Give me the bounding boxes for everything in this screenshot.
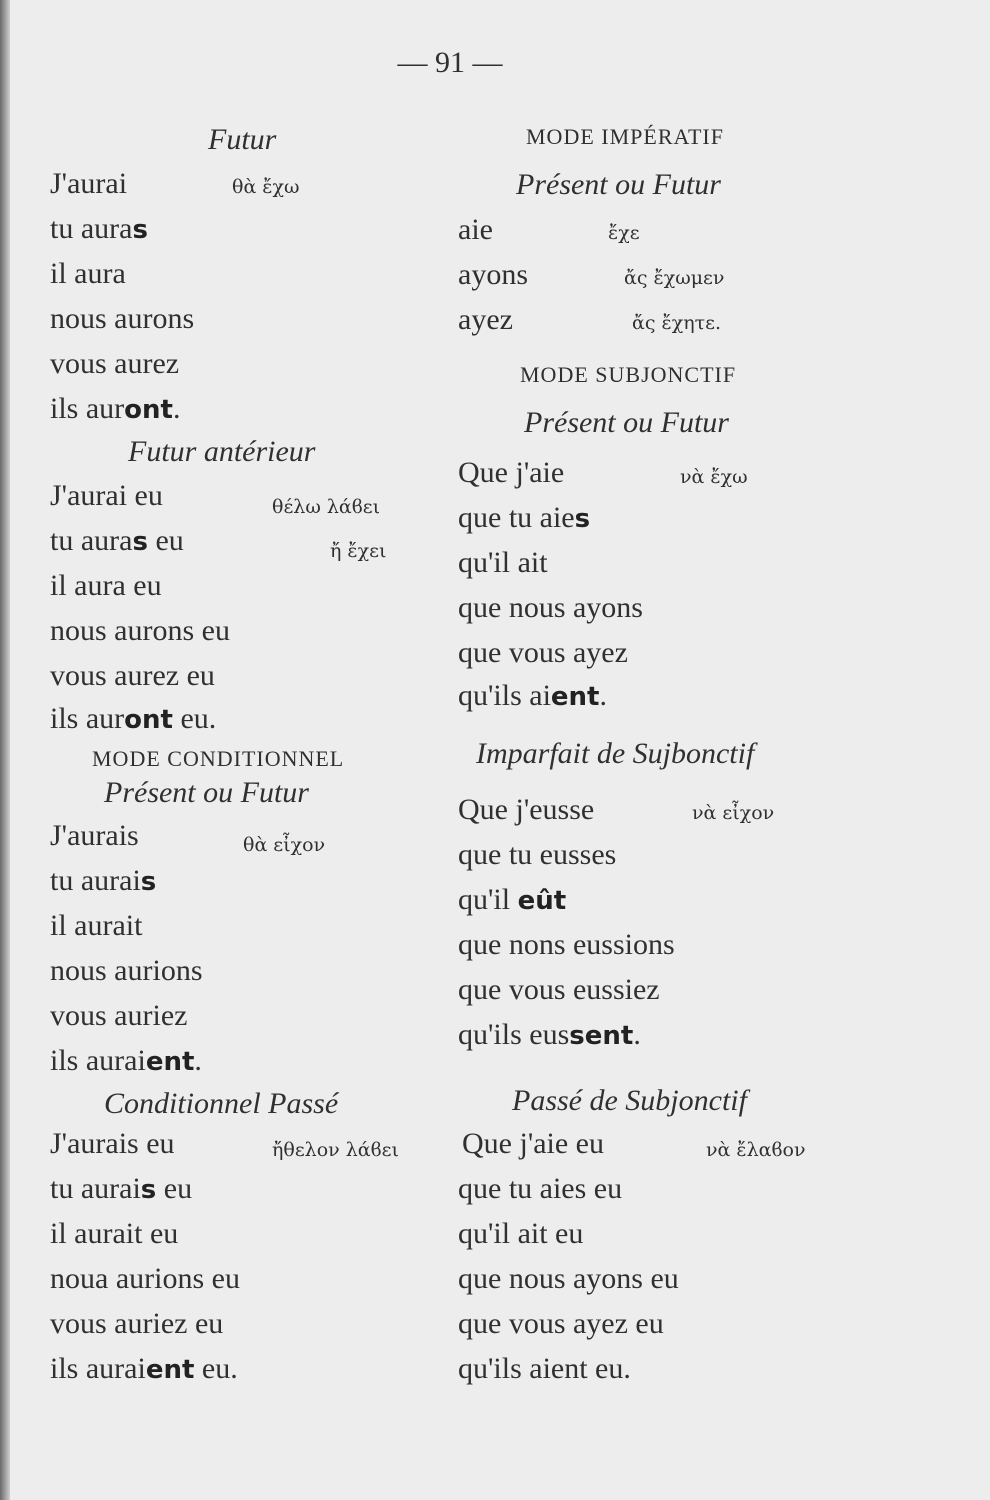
conj-line: que nons eussions [458,928,675,961]
conj-line: que vous ayez eu [458,1307,664,1340]
conj-line: que vous ayez [458,636,628,669]
conj-line: ils auront eu. [50,702,217,735]
heading-imparfait-subjonctif: Imparfait de Sujbonctif [476,737,755,770]
conj-line: ayons [458,258,528,291]
conj-line: nous aurons [50,302,195,335]
heading-subjonctif-present: Présent ou Futur [524,406,729,439]
conj-line: qu'ils aient. [458,679,607,712]
page-edge-shadow [0,0,10,1500]
mode-conditionnel: MODE CONDITIONNEL [92,746,345,771]
greek-imperatif: ἄς ἔχωμεν [624,267,725,289]
conj-line: il aurait eu [50,1217,179,1250]
conj-line: il aura [50,257,126,290]
greek-imperatif: ἔχε [608,222,640,244]
conj-line: nous aurions [50,954,203,987]
conj-line: J'aurai eu [50,479,163,512]
conj-line: ils auraient eu. [50,1352,238,1385]
conj-line: nous aurons eu [50,614,230,647]
conj-line: il aurait [50,909,143,942]
conj-line: vous aurez eu [50,659,215,692]
conj-line: Que j'eusse [458,793,595,826]
conj-line: J'aurai [50,167,128,200]
conj-line: aie [458,213,493,246]
conj-line: tu auras eu [50,524,184,557]
conj-line: J'aurais eu [50,1127,175,1160]
heading-imperatif-present: Présent ou Futur [516,168,721,201]
conj-line: qu'il ait [458,546,548,579]
conj-line: ayez [458,303,513,336]
greek-passe-subjonctif: νὰ ἔλαϐον [706,1139,806,1161]
greek-futur-anterieur-alt: ἤ ἔχει [330,540,387,562]
conj-line: que vous eussiez [458,973,660,1006]
conj-line: tu aurais eu [50,1172,193,1205]
conj-line: qu'ils eussent. [458,1018,641,1051]
greek-conditionnel-passe: ἤθελον λάϐει [272,1139,399,1161]
conj-line: ils auraient. [50,1044,202,1077]
heading-conditionnel-passe: Conditionnel Passé [104,1087,339,1120]
page-number: — 91 — [397,46,503,79]
conj-line: que tu aies eu [458,1172,623,1205]
conj-line: vous aurez [50,347,180,380]
conj-line: Que j'aie eu [462,1127,605,1160]
conj-line: qu'il ait eu [458,1217,584,1250]
conj-line: tu aurais [50,864,157,897]
greek-conditionnel: θὰ εἶχον [243,834,326,856]
mode-subjonctif: MODE SUBJONCTIF [520,362,737,387]
greek-imperatif: ἄς ἔχητε. [632,312,721,334]
conj-line: vous auriez [50,999,188,1032]
conj-line: il aura eu [50,569,162,602]
conj-line: que nous ayons [458,591,643,624]
conj-line: noua aurions eu [50,1262,240,1295]
conj-line: que nous ayons eu [458,1262,679,1295]
conj-line: vous auriez eu [50,1307,224,1340]
heading-futur: Futur [208,123,277,156]
greek-futur: θὰ ἔχω [232,176,300,198]
greek-subjonctif: νὰ ἔχω [680,466,748,488]
conj-line: J'aurais [50,819,139,852]
greek-imparfait-subjonctif: νὰ εἶχον [692,802,775,824]
conj-line: ils auront. [50,392,181,425]
heading-passe-subjonctif: Passé de Subjonctif [512,1084,747,1117]
conj-line: que tu eusses [458,838,617,871]
conj-line: qu'ils aient eu. [458,1352,631,1385]
conj-line: qu'il eût [458,883,567,916]
heading-futur-anterieur: Futur antérieur [128,435,316,468]
mode-imperatif: MODE IMPÉRATIF [526,124,724,149]
heading-conditionnel-present: Présent ou Futur [104,776,309,809]
conj-line: que tu aies [458,501,591,534]
conj-line: Que j'aie [458,456,565,489]
greek-futur-anterieur: θέλω λάϐει [272,496,381,518]
conj-line: tu auras [50,212,148,245]
